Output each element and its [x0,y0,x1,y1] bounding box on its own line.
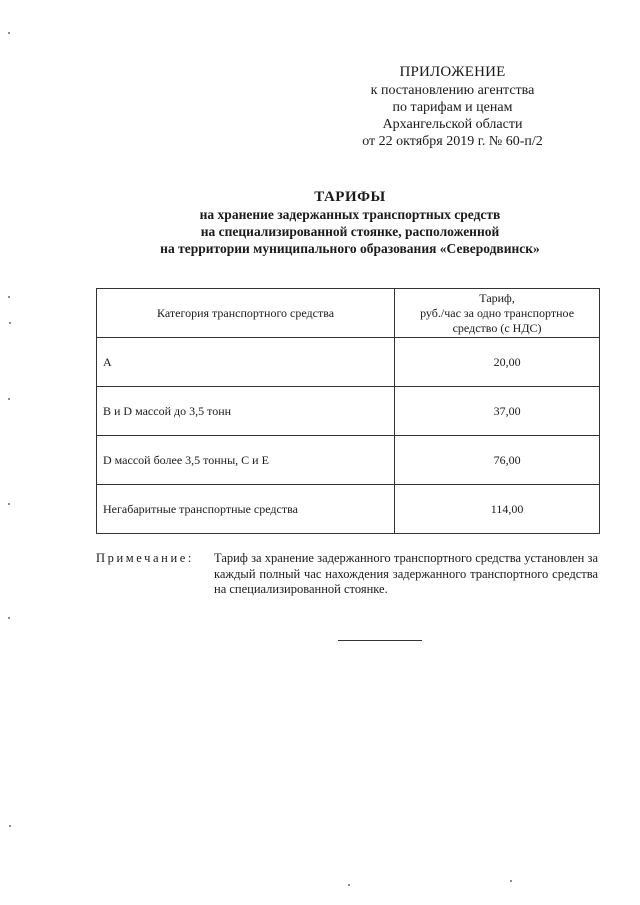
closing-rule [338,640,422,641]
appendix-block [330,62,575,150]
tariff-cell: 37,00 [395,387,600,436]
table-row [97,485,600,534]
header-tariff-line: средство (с НДС) [452,320,542,335]
category-cell: Негабаритные транспортные средства [97,485,395,534]
scan-speck [9,322,11,324]
scan-speck [510,880,512,882]
appendix-title: ПРИЛОЖЕНИЕ [399,64,506,80]
tariff-cell: 76,00 [395,436,600,485]
table-row [97,436,600,485]
note-text: Тариф за хранение задержанного транспортного средства установлен за каждый полный час нахождения задержанного транспортного средства на специализированной стоянке. [214,551,598,596]
scan-speck [8,617,10,619]
heading-line: на хранение задержанных транспортных средств [199,207,501,222]
heading-line: на специализированной стоянке, расположенной [200,224,500,239]
table-row [97,387,600,436]
document-title: ТАРИФЫ [314,189,386,205]
scan-speck [8,398,10,400]
appendix-line: Архангельской области [382,117,523,132]
document-heading [40,188,640,257]
appendix-line: от 22 октября 2019 г. № 60-п/2 [362,134,543,149]
scan-speck [348,884,350,886]
tariff-cell: 114,00 [395,485,600,534]
tariff-table [96,288,600,534]
category-cell: D массой более 3,5 тонны, С и Е [97,436,395,485]
table-header-row [97,289,600,338]
header-tariff [395,289,600,338]
scan-speck [8,503,10,505]
tariff-cell: 20,00 [395,338,600,387]
header-tariff-line: Тариф, [479,290,515,305]
header-category: Категория транспортного средства [97,289,395,338]
category-cell: А [97,338,395,387]
appendix-line: к постановлению агентства [370,83,535,98]
scan-speck [9,825,11,827]
header-tariff-line: руб./час за одно транспортное [420,305,575,320]
note-label: Примечание: [96,551,194,565]
scan-speck [8,296,10,298]
heading-line: на территории муниципального образования «Северодвинск» [160,241,540,256]
scan-speck [8,32,10,34]
table-row [97,338,600,387]
appendix-line: по тарифам и ценам [392,100,513,115]
category-cell: В и D массой до 3,5 тонн [97,387,395,436]
